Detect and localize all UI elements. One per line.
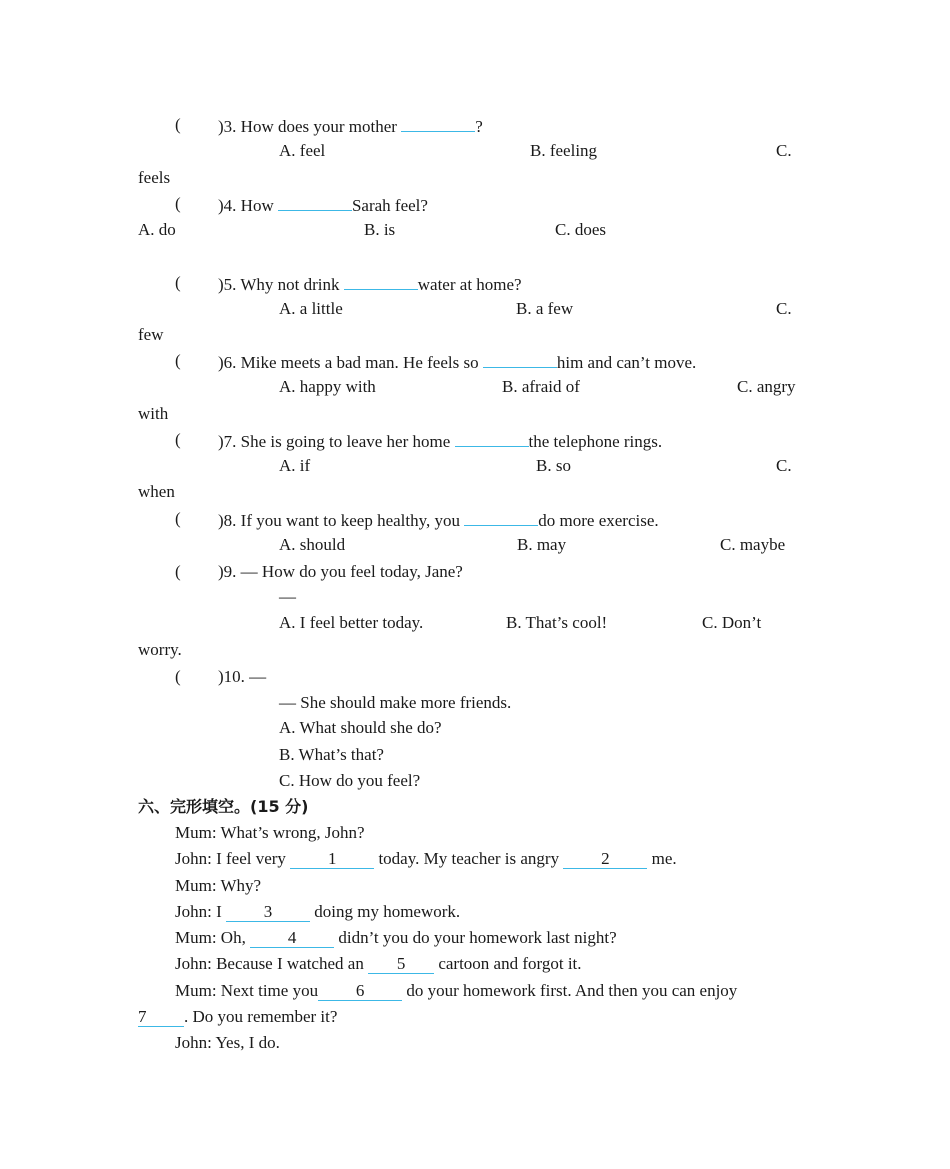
option-c: C.	[776, 141, 792, 160]
option-c-wrap: few	[138, 325, 164, 344]
question-9: )9. — How do you feel today, Jane?	[218, 562, 463, 581]
question-6: )6. Mike meets a bad man. He feels so him and can’t move.	[218, 353, 697, 372]
option-b: B. so	[536, 456, 571, 475]
option-a: A. I feel better today.	[279, 613, 424, 632]
answer-paren: (	[175, 115, 181, 134]
option-a: A. What should she do?	[279, 718, 442, 737]
question-8: )8. If you want to keep healthy, you do more exercise.	[218, 511, 659, 530]
answer-blank[interactable]	[344, 273, 418, 290]
cloze-blank[interactable]: 7	[138, 1008, 184, 1027]
option-c: C. angry	[737, 377, 796, 396]
dialogue-line: 7 . Do you remember it?	[138, 1007, 338, 1026]
answer-paren: (	[175, 194, 181, 213]
option-c-wrap: when	[138, 482, 175, 501]
reply-text: — She should make more friends.	[279, 693, 512, 712]
cloze-blank[interactable]: 5	[368, 955, 434, 974]
option-a: A. do	[138, 220, 176, 239]
option-a: A. if	[279, 456, 311, 475]
question-10: )10. —	[218, 667, 267, 686]
dialogue-line: Mum: What’s wrong, John?	[175, 823, 365, 842]
option-a: A. should	[279, 535, 346, 554]
answer-paren: (	[175, 273, 181, 292]
option-a: A. a little	[279, 299, 343, 318]
dialogue-line: John: I 3 doing my homework.	[175, 902, 461, 921]
option-c: C.	[776, 299, 792, 318]
option-b: B. may	[517, 535, 567, 554]
section-heading: 六、完形填空。(15 分)	[138, 797, 309, 816]
question-5: )5. Why not drink water at home?	[218, 275, 522, 294]
answer-paren: (	[175, 667, 181, 686]
question-7: )7. She is going to leave her home the telephone rings.	[218, 432, 663, 451]
option-a: A. happy with	[279, 377, 376, 396]
answer-blank[interactable]	[483, 351, 557, 368]
dialogue-line: John: Yes, I do.	[175, 1033, 280, 1052]
answer-blank[interactable]	[464, 509, 538, 526]
option-b: B. a few	[516, 299, 574, 318]
option-c: C. Don’t	[702, 613, 762, 632]
option-b: B. afraid of	[502, 377, 580, 396]
option-b: B. is	[364, 220, 396, 239]
option-c: C. maybe	[720, 535, 786, 554]
answer-paren: (	[175, 351, 181, 370]
dialogue-line: Mum: Oh, 4 didn’t you do your homework last night?	[175, 928, 617, 947]
dialogue-line: John: Because I watched an 5 cartoon and forgot it.	[175, 954, 582, 973]
cloze-blank[interactable]: 3	[226, 903, 310, 922]
answer-blank[interactable]	[455, 430, 529, 447]
reply-dash: —	[279, 587, 296, 606]
option-c: C. does	[555, 220, 606, 239]
cloze-blank[interactable]: 6	[318, 982, 402, 1001]
cloze-blank[interactable]: 4	[250, 929, 334, 948]
option-a: A. feel	[279, 141, 326, 160]
option-c: C. How do you feel?	[279, 771, 421, 790]
option-c: C.	[776, 456, 792, 475]
question-4: )4. How Sarah feel?	[218, 196, 428, 215]
cloze-blank[interactable]: 1	[290, 850, 374, 869]
dialogue-line: John: I feel very 1 today. My teacher is angry 2 me.	[175, 849, 677, 868]
answer-paren: (	[175, 509, 181, 528]
dialogue-line: Mum: Why?	[175, 876, 262, 895]
option-b: B. feeling	[530, 141, 598, 160]
option-c-wrap: with	[138, 404, 169, 423]
question-3: )3. How does your mother ?	[218, 117, 483, 136]
answer-blank[interactable]	[401, 115, 475, 132]
option-c-wrap: worry.	[138, 640, 182, 659]
option-b: B. That’s cool!	[506, 613, 608, 632]
answer-blank[interactable]	[278, 194, 352, 211]
answer-paren: (	[175, 430, 181, 449]
cloze-blank[interactable]: 2	[563, 850, 647, 869]
answer-paren: (	[175, 562, 181, 581]
option-c-wrap: feels	[138, 168, 171, 187]
option-b: B. What’s that?	[279, 745, 384, 764]
dialogue-line: Mum: Next time you 6 do your homework first. And then you can enjoy	[175, 981, 738, 1000]
